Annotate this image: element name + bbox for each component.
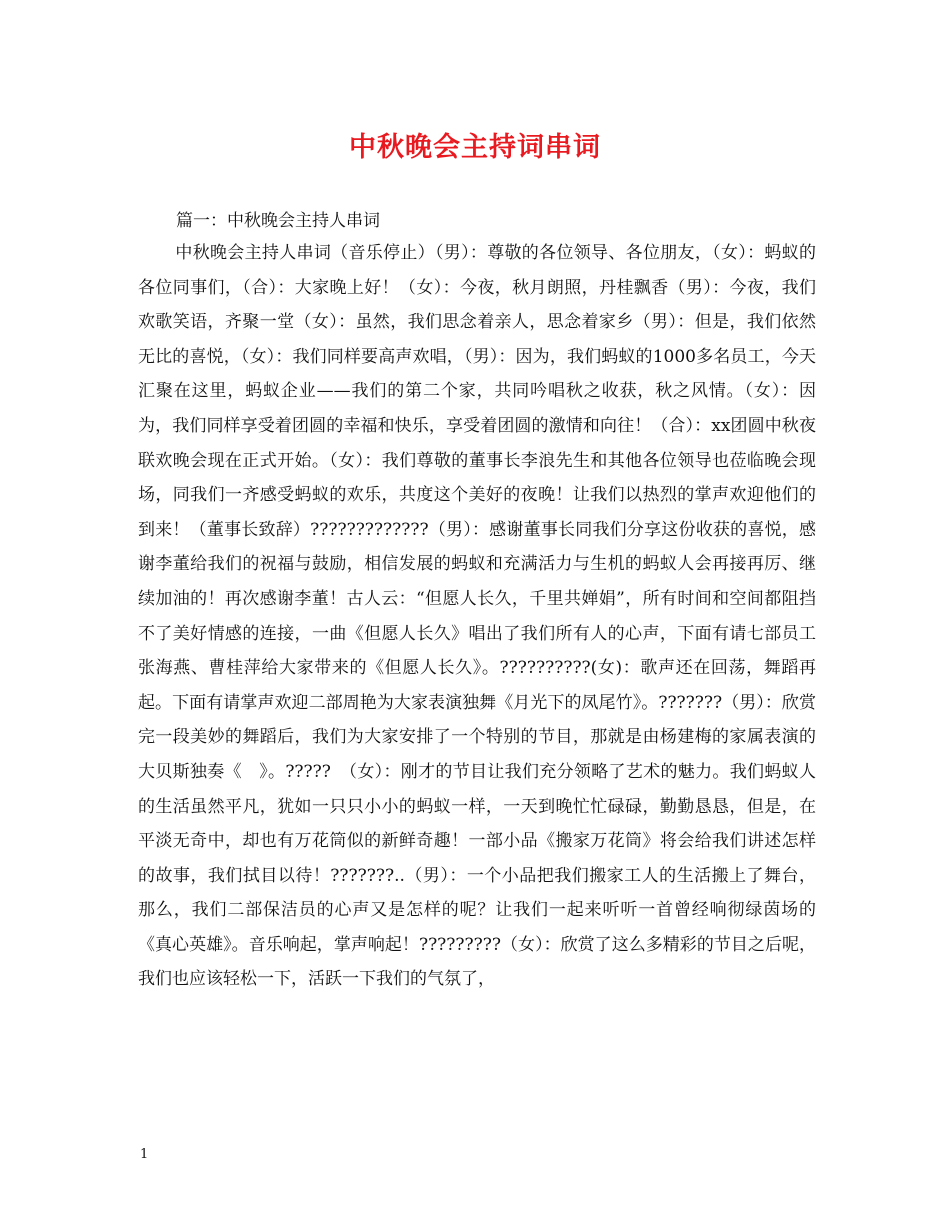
page-number: 1	[140, 1147, 149, 1162]
section-heading: 篇一：中秋晚会主持人串词	[176, 211, 380, 231]
document-title: 中秋晚会主持词串词	[349, 132, 601, 163]
body-paragraph: 中秋晚会主持人串词（音乐停止）（男）：尊敬的各位领导、各位朋友，（女）：蚂蚁的各位同事们，（合）：大家晚上好！（女）：今夜，秋月朗照，丹桂飘香（男）：今夜，我们欢歌笑语，齐聚一堂（女）：虽然，我们思念着亲人，思念着家乡（男）：但是，我们依然无比的喜悦，（女）：我们同样要高声欢唱，（男）：因为，我们蚂蚁的1000多名员工，今天汇聚在这里，蚂蚁企业——我们的第二个家，共同吟唱秋之收获，秋之风情。（女）：因为，我们同样享受着团圆的幸福和快乐，享受着团圆的激情和向往！（合）：xx团圆中秋夜联欢晚会现在正式开始。（女）：我们尊敬的董事长李浪先生和其他各位领导也莅临晚会现场，同我们一齐感受蚂蚁的欢乐，共度这个美好的夜晚！让我们以热烈的掌声欢迎他们的到来！（董事长致辞）?????????????（男）：感谢董事长同我们分享这份收获的喜悦，感谢李董给我们的祝福与鼓励，相信发展的蚂蚁和充满活力与生机的蚂蚁人会再接再厉、继续加油的！再次感谢李董！古人云：“但愿人长久，千里共婵娟”，所有时间和空间都阻挡不了美好情感的连接，一曲《但愿人长久》唱出了我们所有人的心声，下面有请七部员工张海燕、曹桂萍给大家带来的《但愿人长久》。??????????(女)：歌声还在回荡，舞蹈再起。下面有请掌声欢迎二部周艳为大家表演独舞《月光下的凤尾竹》。???????（男）：欣赏完一段美妙的舞蹈后，我们为大家安排了一个特别的节目，那就是由杨建梅的家属表演的大贝斯独奏《 》。????? （女）：刚才的节目让我们充分领略了艺术的魅力。我们蚂蚁人的生活虽然平凡，犹如一只只小小的蚂蚁一样，一天到晚忙忙碌碌，勤勤恳恳，但是，在平淡无奇中，却也有万花筒似的新鲜奇趣！一部小品《搬家万花筒》将会给我们讲述怎样的故事，我们拭目以待！???????..（男）：一个小品把我们搬家工人的生活搬上了舞台，那么，我们二部保洁员的心声又是怎样的呢？让我们一起来听听一首曾经响彻绿茵场的《真心英雄》。音乐响起，掌声响起！?????????（女）：欣赏了这么多精彩的节目之后呢，我们也应该轻松一下，活跃一下我们的气氛了，	[138, 243, 816, 990]
